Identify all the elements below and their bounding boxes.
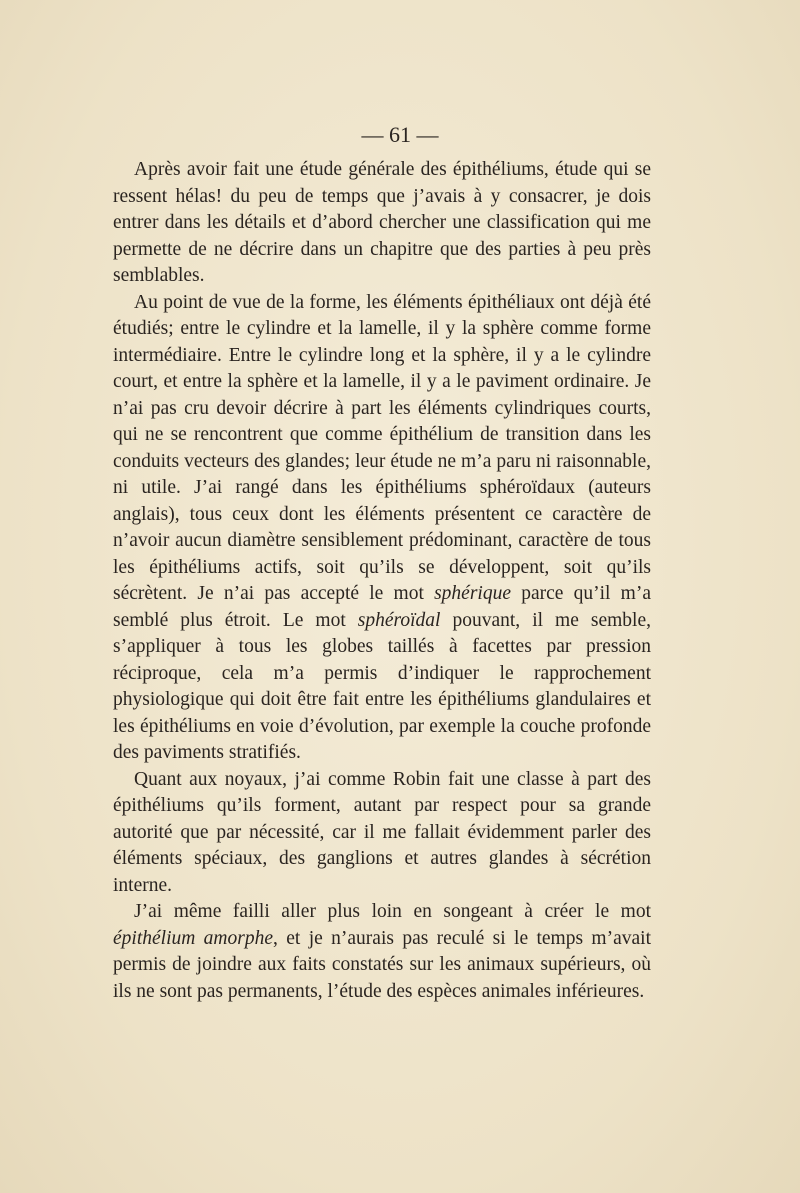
page-number: — 61 — [361, 122, 439, 147]
paragraph-2-text-c: pouvant, il me semble, s’appliquer à tous les globes taillés à facettes par pression réciproque, cela m’a permis d’indiquer le rapprochement physiologique qui doit être fait entre les épithéliums glandulaires et les épithéliums en voie d’évolution, par exemple la couche profonde des paviments stratifiés. [113, 609, 652, 763]
paragraph-2-text-b: parce qu’il m’a semblé plus étroit. Le mot [113, 583, 651, 631]
paragraph-1-text: Après avoir fait une étude générale des épithéliums, étude qui se ressent hélas! du peu de temps que j’avais à y consacrer, je dois entrer dans les détails et d’abord chercher une classification qui me permette de ne décrire dans un chapitre que des parties à peu près semblables. [113, 159, 651, 286]
paragraph-4-text-a: J’ai même failli aller plus loin en songeant à créer le mot [134, 901, 651, 922]
body-text [113, 157, 651, 1005]
paragraph-4-text-b: , et je n’aurais pas reculé si le temps m’avait permis de joindre aux faits constatés sur les animaux supérieurs, où ils ne sont pas permanents, l’étude des espèces animales inférieures. [113, 927, 651, 1002]
paragraph-4 [113, 899, 651, 1005]
italic-term-epithelium-amorphe: épithélium amorphe [113, 927, 274, 949]
paragraph-2 [113, 290, 651, 767]
paragraph-3-text: Quant aux noyaux, j’ai comme Robin fait une classe à part des épithéliums qu’ils forment, autant par respect pour sa grande autorité que par nécessité, car il me fallait évidemment parler des éléments spéciaux, des ganglions et autres glandes à sécrétion interne. [113, 768, 651, 896]
paragraph-2-text-a: Au point de vue de la forme, les éléments épithéliaux ont déjà été étudiés; entre le cylindre et la lamelle, il y la sphère comme forme intermédiaire. Entre le cylindre long et la sphère, il y a le cylindre court, et entre la sphère et la lamelle, il y a le paviment ordinaire. Je n’ai pas cru devoir décrire à part les éléments cylindriques courts, qui ne se rencontrent que comme épithélium de transition dans les conduits vecteurs des glandes; leur étude ne m’a paru ni raisonnable, ni utile. J’ai rangé dans les épithéliums sphéroïdaux (auteurs anglais), tous ceux dont les éléments présentent ce caractère de n’avoir aucun diamètre sensiblement prédominant, caractère de tous les épithéliums actifs, soit qu’ils se développent, soit qu’ils sécrètent. Je n’ai pas accepté le mot [113, 291, 651, 604]
italic-term-spherique: sphérique [434, 583, 511, 604]
italic-term-spheroidal: sphéroïdal [357, 609, 441, 631]
paragraph-1 [113, 157, 651, 290]
paragraph-3 [113, 767, 651, 900]
